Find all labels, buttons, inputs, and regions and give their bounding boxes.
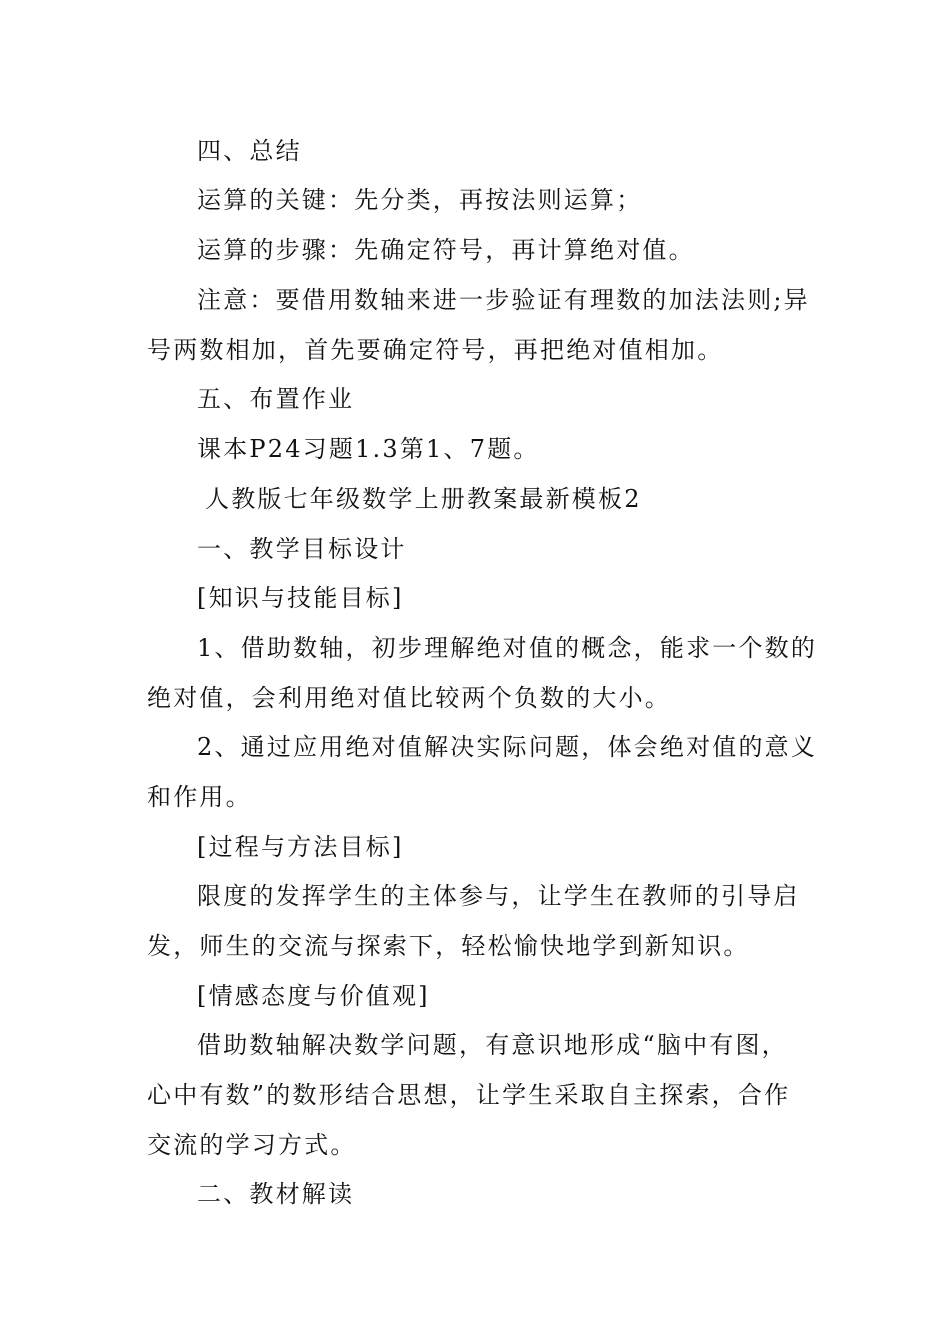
- paragraph-line: 注意：要借用数轴来进一步验证有理数的加法法则;异: [197, 286, 810, 314]
- paragraph-line: 课本P24习题1.3第1、7题。: [197, 435, 540, 463]
- paragraph-line: 借助数轴解决数学问题，有意识地形成“脑中有图，: [197, 1031, 788, 1059]
- subheading-attitudes-values: [情感态度与价值观]: [197, 982, 430, 1010]
- paragraph-line: 心中有数”的数形结合思想，让学生采取自主探索，合作: [147, 1081, 791, 1109]
- subheading-knowledge-skills: [知识与技能目标]: [197, 584, 404, 612]
- section-heading-textbook: 二、教材解读: [197, 1180, 355, 1208]
- paragraph-line: 绝对值，会利用绝对值比较两个负数的大小。: [147, 684, 671, 712]
- paragraph-line: 号两数相加，首先要确定符号，再把绝对值相加。: [147, 336, 724, 364]
- subheading-process-methods: [过程与方法目标]: [197, 833, 404, 861]
- document-title: 人教版七年级数学上册教案最新模板2: [205, 485, 642, 513]
- section-heading-summary: 四、总结: [197, 137, 302, 165]
- paragraph-line: 运算的步骤：先确定符号，再计算绝对值。: [197, 236, 695, 264]
- section-heading-homework: 五、布置作业: [197, 385, 355, 413]
- paragraph-line: 运算的关键：先分类，再按法则运算；: [197, 186, 643, 214]
- paragraph-line: 1、借助数轴，初步理解绝对值的概念，能求一个数的: [197, 634, 818, 662]
- section-heading-objectives: 一、教学目标设计: [197, 535, 407, 563]
- paragraph-line: 和作用。: [147, 783, 252, 811]
- paragraph-line: 交流的学习方式。: [147, 1131, 357, 1159]
- paragraph-line: 限度的发挥学生的主体参与，让学生在教师的引导启: [197, 882, 800, 910]
- paragraph-line: 2、通过应用绝对值解决实际问题，体会绝对值的意义: [197, 733, 818, 761]
- paragraph-line: 发，师生的交流与探索下，轻松愉快地学到新知识。: [147, 932, 750, 960]
